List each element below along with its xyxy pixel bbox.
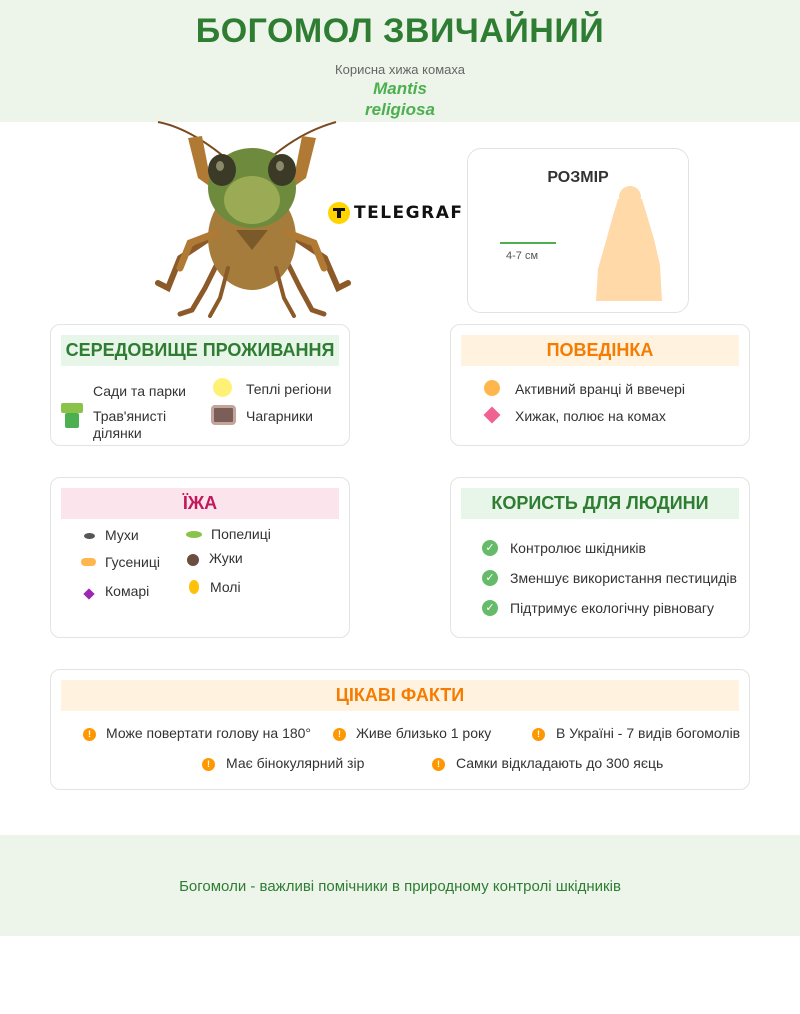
beetle-icon: [187, 554, 199, 566]
benefit-item-balance: Підтримує екологічну рівновагу: [510, 600, 714, 616]
page-subtitle: Корисна хижа комаха: [335, 62, 465, 77]
size-scale-bar: [500, 242, 556, 244]
exclamation-icon: !: [532, 728, 545, 741]
check-icon: ✓: [482, 600, 498, 616]
habitat-card: [50, 324, 350, 446]
facts-card: [50, 669, 750, 790]
fact-item-vision: Має бінокулярний зір: [226, 755, 365, 771]
page-title: БОГОМОЛ ЗВИЧАЙНИЙ: [195, 12, 605, 50]
latin-name: [0, 78, 800, 120]
footer-text: Богомоли - важливі помічники в природному контролі шкідників: [179, 878, 621, 895]
habitat-item-warm: Теплі регіони: [246, 381, 332, 397]
exclamation-icon: !: [83, 728, 96, 741]
fact-item-lifespan: Живе близько 1 року: [356, 725, 492, 741]
habitat-item-grass: Трав'янисті ділянки: [93, 408, 167, 441]
food-item-beetles: Жуки: [209, 550, 243, 566]
food-item-mosquitoes: Комарі: [105, 583, 150, 599]
aphid-icon: [186, 531, 202, 538]
fact-item-head: Може повертати голову на 180°: [106, 725, 312, 741]
size-card: [467, 148, 689, 313]
hunt-icon: [484, 407, 501, 424]
exclamation-icon: !: [202, 758, 215, 771]
moth-icon: [189, 580, 199, 594]
fact-item-species: В Україні - 7 видів богомолів: [556, 725, 741, 741]
check-icon: ✓: [482, 540, 498, 556]
benefit-item-pests: Контролює шкідників: [510, 540, 646, 556]
food-item-flies: Мухи: [105, 527, 139, 543]
telegraf-logo[interactable]: [328, 200, 463, 226]
habitat-title: СЕРЕДОВИЩЕ ПРОЖИВАННЯ: [61, 335, 339, 366]
behavior-card: [450, 324, 750, 446]
header: [0, 0, 800, 122]
size-title: РОЗМІР: [547, 169, 609, 186]
bush-icon: [211, 405, 236, 425]
footer: [0, 835, 800, 936]
fact-item-eggs: Самки відкладають до 300 яєць: [456, 755, 664, 771]
size-label: 4-7 см: [506, 250, 539, 262]
food-item-aphids: Попелиці: [211, 526, 271, 542]
exclamation-icon: !: [432, 758, 445, 771]
benefit-title: КОРИСТЬ ДЛЯ ЛЮДИНИ: [461, 488, 739, 519]
food-card: [50, 477, 350, 638]
telegraf-logo-text: TELEGRAF: [354, 203, 464, 223]
caterpillar-icon: [81, 558, 96, 566]
exclamation-icon: !: [333, 728, 346, 741]
insect-illustration: [150, 118, 355, 323]
mantis-silhouette-icon: [594, 185, 670, 301]
behavior-item-hunter: Хижак, полює на комах: [515, 408, 666, 424]
latin-species: religiosa: [365, 100, 435, 119]
tree-icon: [61, 403, 83, 413]
food-item-moths: Молі: [210, 579, 241, 595]
behavior-title: ПОВЕДІНКА: [461, 335, 739, 366]
habitat-item-gardens: Сади та парки: [93, 383, 186, 399]
food-title: ЇЖА: [61, 488, 339, 519]
benefit-card: [450, 477, 750, 638]
sun-icon: [213, 378, 232, 397]
check-icon: ✓: [482, 570, 498, 586]
fly-icon: [84, 533, 95, 539]
behavior-item-active: Активний вранці й ввечері: [515, 381, 686, 397]
facts-title: ЦІКАВІ ФАКТИ: [61, 680, 739, 711]
clock-icon: [484, 380, 500, 396]
latin-genus: Mantis: [373, 79, 427, 98]
benefit-item-pesticides: Зменшує використання пестицидів: [510, 570, 737, 586]
food-item-caterpillars: Гусениці: [105, 554, 160, 570]
grass-icon: [65, 413, 79, 428]
telegraf-logo-icon: [328, 202, 350, 224]
habitat-item-bushes: Чагарники: [246, 408, 313, 424]
mosquito-icon: [83, 588, 94, 599]
